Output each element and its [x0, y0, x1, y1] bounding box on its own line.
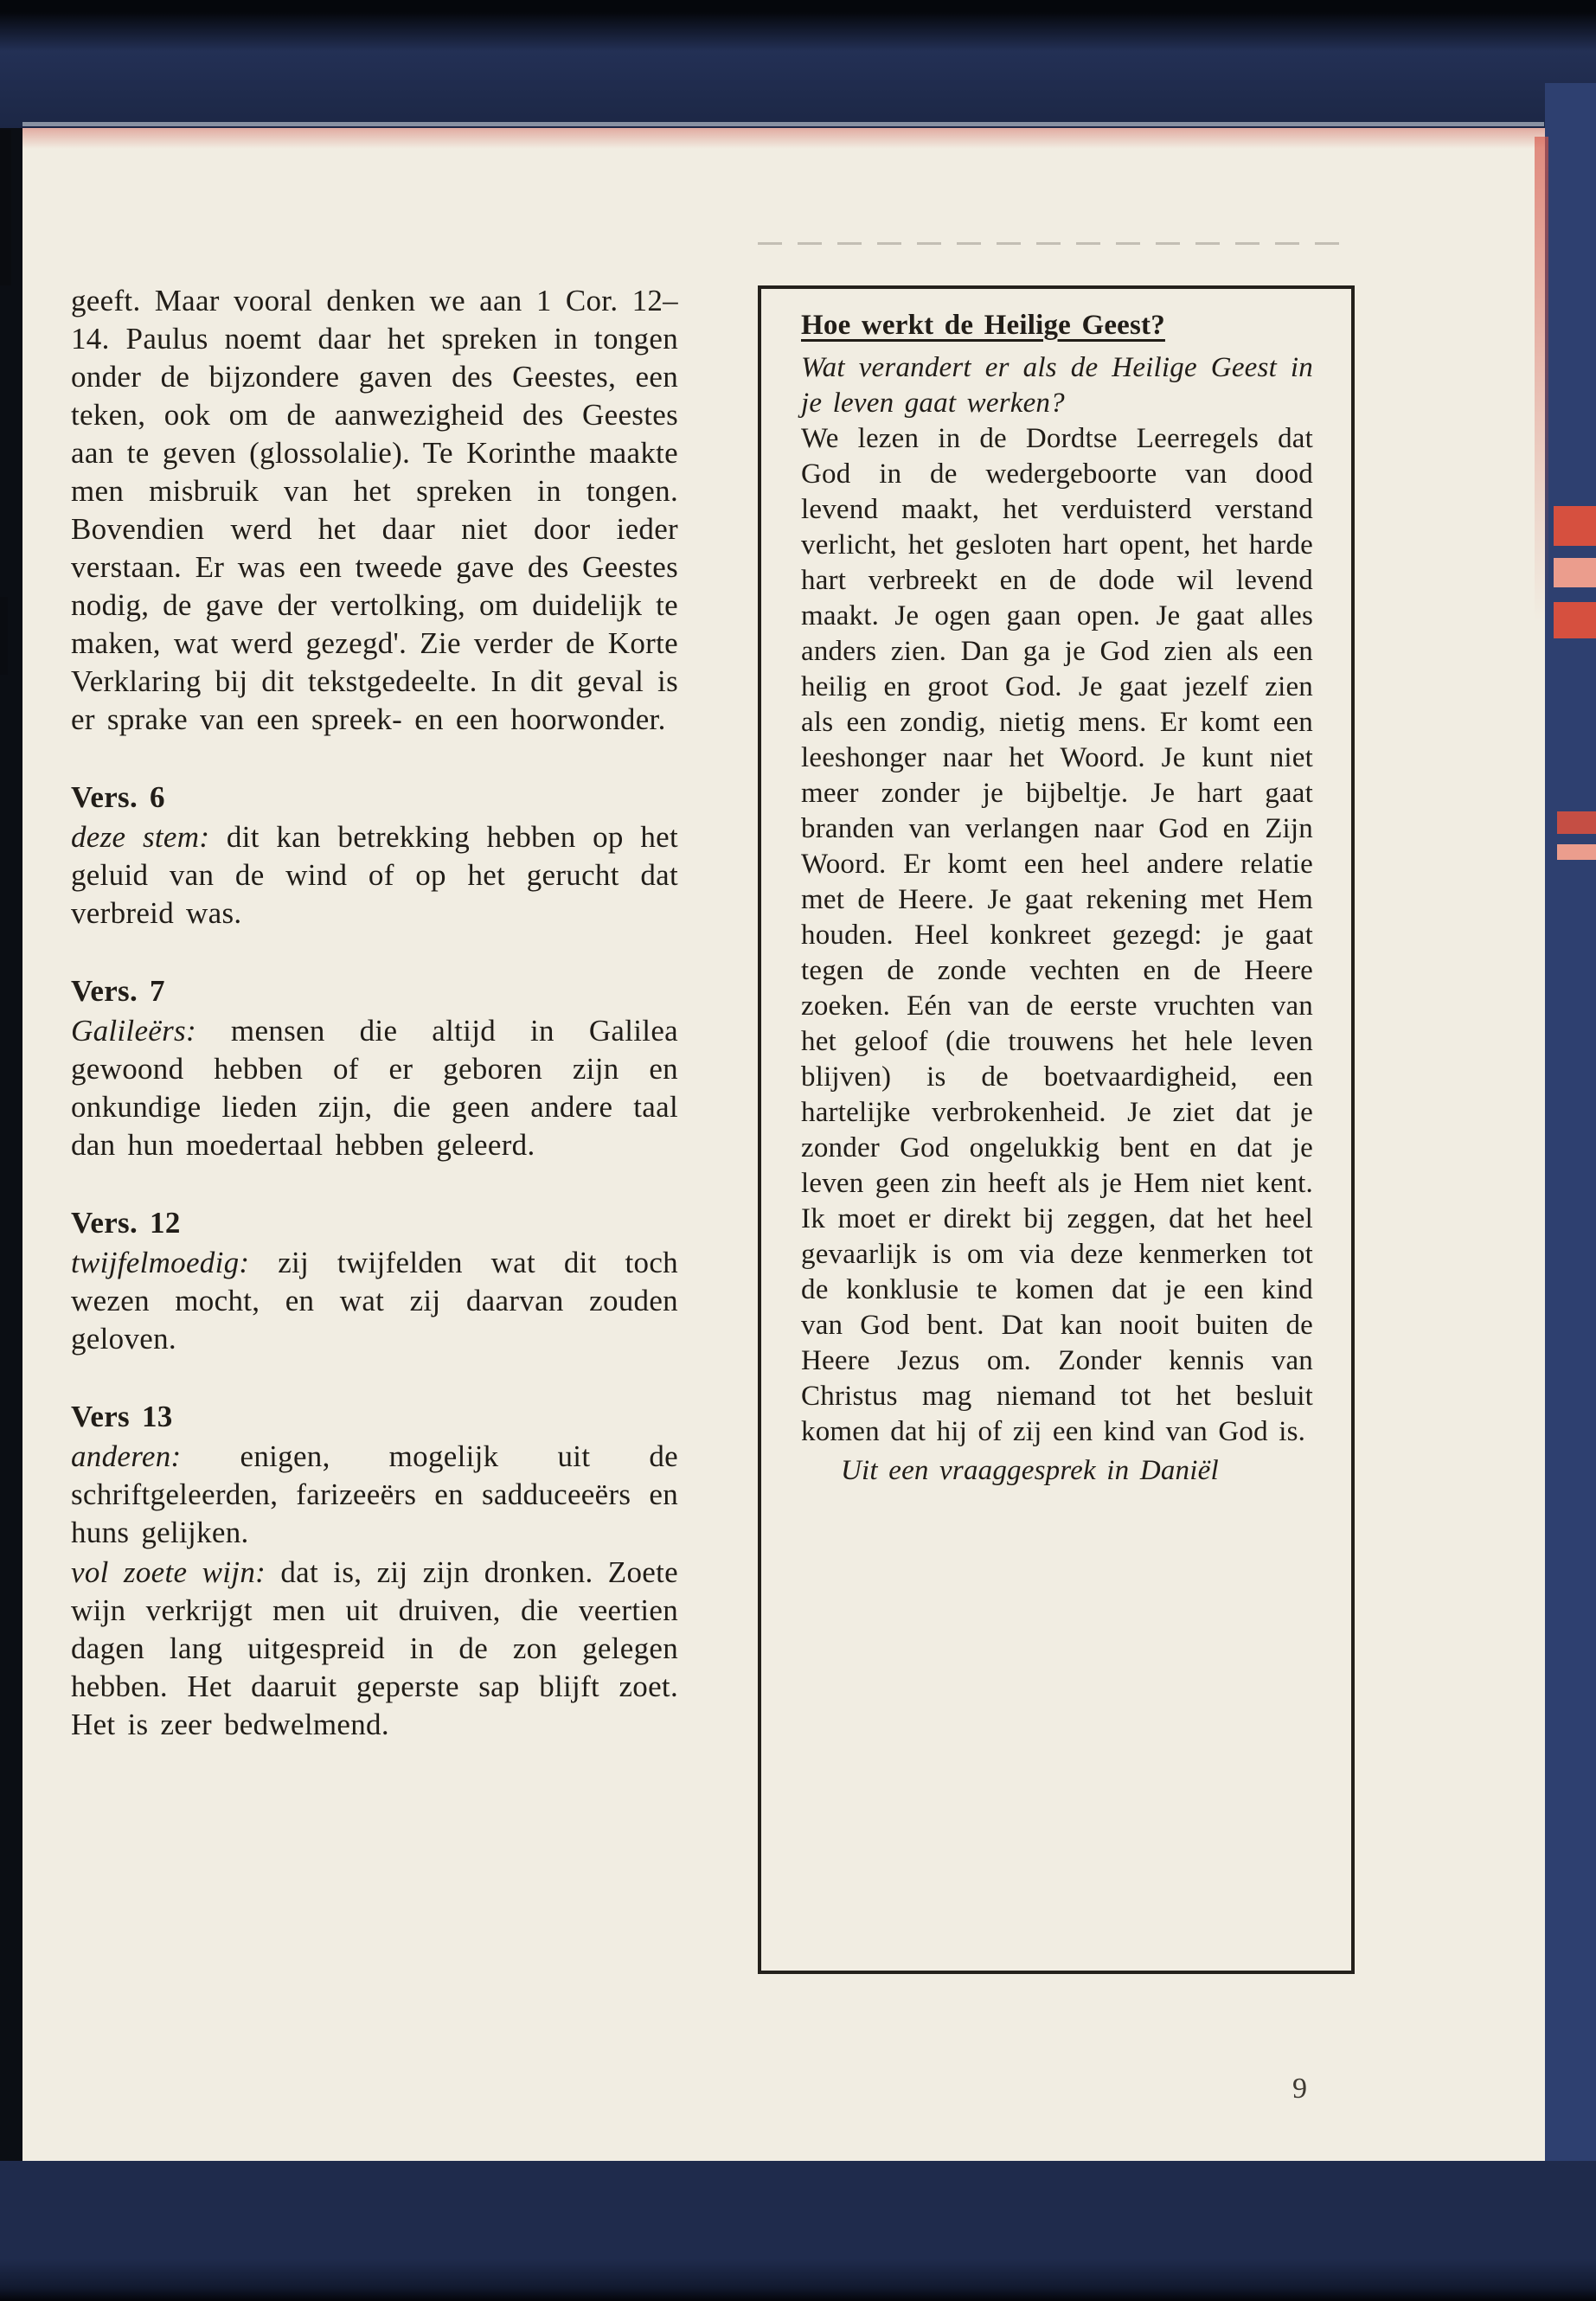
inset-box	[758, 285, 1355, 1974]
verse-entry	[71, 818, 678, 933]
verse-entry	[71, 1244, 678, 1358]
verse-entry	[71, 1012, 678, 1164]
term-lead: twijfelmoedig:	[71, 1246, 250, 1279]
page-paper	[22, 128, 1545, 2161]
body-paragraph-intro: geeft. Maar vooral denken we aan 1 Cor. 12–14. Paulus noemt daar het spreken in tongen onder de bijzondere gaven des Geestes, een teken, ook om de aanwezigheid des Geestes aan te geven (glossolalie). Te Korinthe maakte men misbruik van het spreken in tongen. Bovendien werd het daar niet door ieder verstaan. Er was een tweede gave des Geestes nodig, de gave der vertolking, om duidelijk te maken, wat werd gezegd'. Zie verder de Korte Verklaring bij dit tekstgedeelte. In dit geval is er sprake van een spreek- en een hoorwonder.	[71, 284, 678, 736]
scan-artifact-red-mark	[1557, 844, 1596, 860]
term-lead: vol zoete wijn:	[71, 1555, 266, 1589]
scan-artifact-red-mark	[1557, 811, 1596, 834]
scan-artifact-red-mark	[1554, 558, 1596, 587]
left-text-column	[71, 280, 678, 1744]
term-definition: mensen die altijd in Galilea gewoond hebben of er geboren zijn en onkundige lieden zijn, die geen andere taal dan hun moedertaal hebben geleerd.	[71, 1014, 678, 1162]
scan-artifact-left-smudge	[0, 597, 8, 675]
term-lead: Galileërs:	[71, 1014, 196, 1048]
verse-heading: Vers 13	[71, 1400, 173, 1433]
verse-section-12	[71, 1204, 678, 1358]
book-cover-right-edge	[1545, 83, 1596, 2220]
verse-section-6	[71, 779, 678, 933]
term-definition: enigen, mogelijk uit de schriftgeleerden, farizeeërs en sadduceeërs en huns gelijken.	[71, 1439, 678, 1549]
scan-artifact-left-smudge	[0, 130, 11, 285]
term-definition: dat is, zij zijn dronken. Zoete wijn verkrijgt men uit druiven, die veertien dagen lang uitgespreid in de zon gelegen hebben. Het daaruit geperste sap blijft zoet. Het is zeer bedwelmend.	[71, 1555, 678, 1741]
inset-box-title: Hoe werkt de Heilige Geest?	[801, 310, 1165, 341]
book-cover-top-band	[0, 0, 1596, 128]
verse-section-7	[71, 972, 678, 1164]
scan-artifact-red-edge-sliver	[1535, 137, 1548, 621]
scan-artifact-red-mark	[1554, 506, 1596, 546]
verse-entry	[71, 1438, 678, 1552]
term-lead: deze stem:	[71, 820, 210, 854]
verse-heading: Vers. 6	[71, 780, 165, 814]
scan-artifact-red-mark	[1554, 602, 1596, 638]
book-cover-bottom-band	[0, 2161, 1596, 2301]
verse-section-13	[71, 1398, 678, 1744]
inset-box-question: Wat verandert er als de Heilige Geest in je leven gaat werken?	[801, 352, 1313, 419]
inset-box-body: We lezen in de Dordtse Leerregels dat God in de wedergeboorte van dood levend maakt, het verduisterd verstand verlicht, het gesloten hart opent, het harde hart verbreekt en de dode wil levend maakt. Je ogen gaan open. Je gaat alles anders zien. Dan ga je God zien als een heilig en groot God. Je gaat jezelf zien als een zondig, nietig mens. Er komt een leeshonger naar het Woord. Je kunt niet meer zonder je bijbeltje. Je hart gaat branden van verlangen naar God en Zijn Woord. Er komt een heel andere relatie met de Heere. Je gaat rekening met Hem houden. Heel konkreet gezegd: je gaat tegen de zonde vechten en de Heere zoeken. Eén van de eerste vruchten van het geloof (die trouwens het hele leven blijven) is de boetvaardigheid, een hartelijke verbrokenheid. Je ziet dat je zonder God ongelukkig bent en dat je leven geen zin heeft als je Hem niet kent. Ik moet er direkt bij zeggen, dat het heel gevaarlijk is om via deze kenmerken tot de konklusie te komen dat je een kind van God bent. Dat kan nooit buiten de Heere Jezus om. Zonder kennis van Christus mag niemand tot het besluit komen dat hij of zij een kind van God is.	[801, 423, 1313, 1447]
term-definition: zij twijfelden wat dit toch wezen mocht, en wat zij daarvan zouden geloven.	[71, 1246, 678, 1356]
scan-artifact-bleed-dashes	[758, 242, 1353, 245]
page-number: 9	[1292, 2073, 1308, 2105]
verse-entry	[71, 1554, 678, 1744]
term-lead: anderen:	[71, 1439, 182, 1473]
verse-heading: Vers. 12	[71, 1206, 181, 1240]
inset-box-attribution: Uit een vraaggesprek in Daniël	[841, 1455, 1219, 1486]
scan-artifact-pink-top-edge	[22, 128, 1545, 149]
verse-heading: Vers. 7	[71, 974, 165, 1008]
term-definition: dit kan betrekking hebben op het geluid van de wind of op het gerucht dat verbreid was.	[71, 820, 678, 930]
